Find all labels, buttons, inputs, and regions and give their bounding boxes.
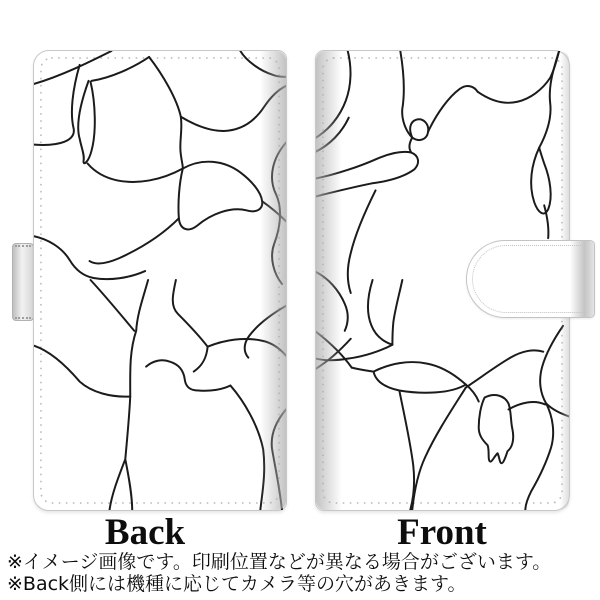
- disclaimer-line1: ※イメージ画像です。印刷位置などが異なる場合がございます。: [7, 551, 552, 573]
- stitch-line: [41, 58, 279, 503]
- crack-line: [466, 350, 543, 387]
- crack-line: [90, 218, 179, 263]
- flap-fold-shade: [570, 241, 594, 317]
- crack-line: [399, 388, 465, 510]
- crack-line: [178, 162, 262, 230]
- crack-line: [352, 362, 466, 393]
- crack-line: [316, 332, 352, 369]
- crack-line: [316, 272, 348, 331]
- crack-line: [368, 280, 402, 345]
- crack-line: [316, 345, 392, 360]
- crack-line: [92, 57, 150, 81]
- crack-line: [240, 51, 286, 77]
- crack-line: [531, 148, 551, 214]
- crack-line: [78, 81, 95, 163]
- crack-line: [348, 190, 376, 293]
- crack-line: [316, 152, 418, 196]
- clasp-tab-stitching: [15, 245, 31, 319]
- disclaimer-line2: ※Back側には機種に応じてカメラ等の穴があきます。: [7, 573, 467, 595]
- crack-line: [428, 86, 478, 132]
- crack-line: [91, 280, 149, 510]
- crack-line: [478, 51, 559, 103]
- crack-line: [173, 280, 286, 372]
- crack-line: [272, 143, 286, 284]
- front-label: Front: [397, 512, 487, 553]
- crack-line: [410, 138, 413, 153]
- crack-line: [539, 51, 559, 148]
- disclaimer-notes: [7, 551, 599, 595]
- back-label: Back: [104, 512, 186, 553]
- crack-line: [181, 86, 286, 131]
- crack-line: [525, 326, 569, 510]
- crack-line: [34, 346, 130, 397]
- crack-line: [466, 385, 545, 410]
- crack-line: [34, 236, 145, 279]
- crack-line: [479, 395, 513, 463]
- back-cover-panel: [33, 50, 287, 511]
- crack-line: [149, 57, 183, 169]
- crack-line: [88, 164, 183, 182]
- crack-line: [146, 360, 264, 510]
- crack-line: [262, 201, 286, 221]
- back-crack-lineart: [34, 51, 286, 510]
- crack-line: [272, 409, 286, 510]
- clasp-tab: [12, 243, 34, 321]
- magnetic-flap: [466, 240, 595, 318]
